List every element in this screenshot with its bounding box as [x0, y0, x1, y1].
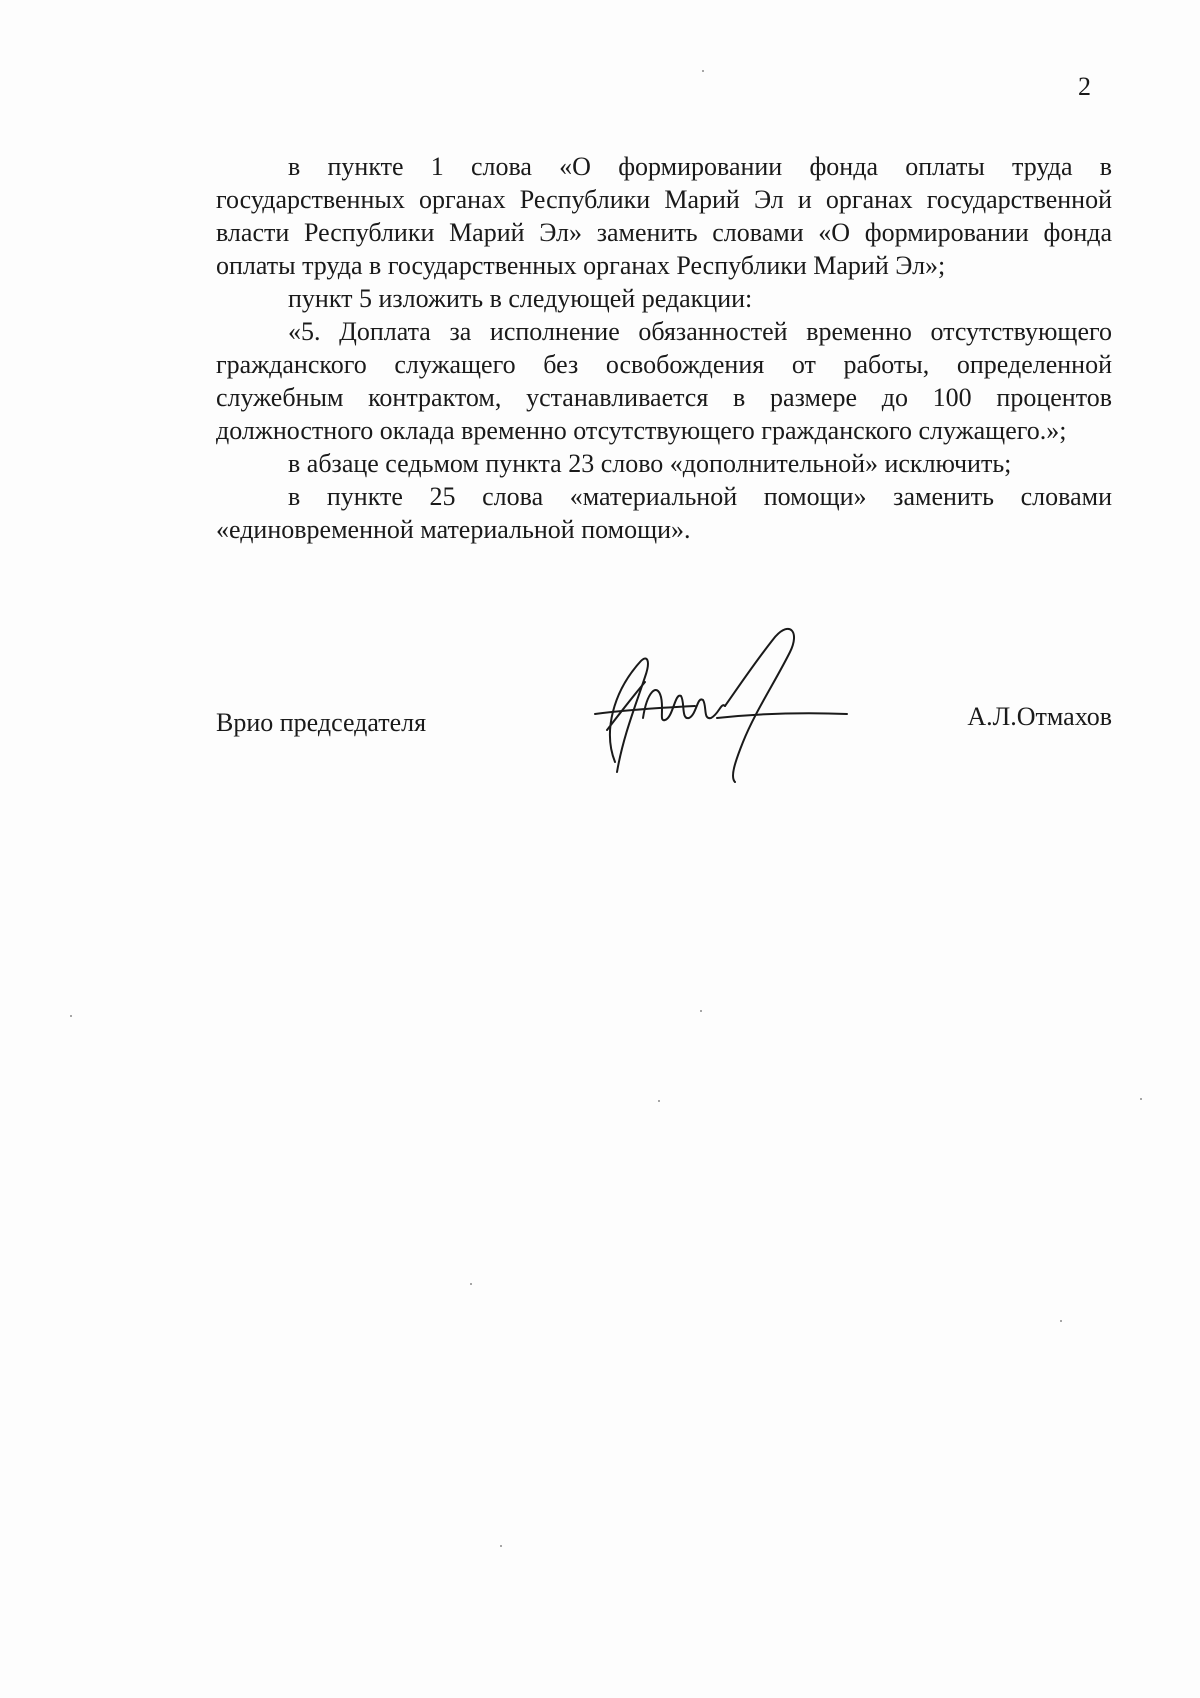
page-number: 2 [1078, 72, 1091, 101]
paragraph-1: в пункте 1 слова «О формировании фонда оплаты труда в государственных органах Республики Марий Эл и органах государственной власти Республики Марий Эл» заменить словами «О формировании фонда оплаты труда в государственных органах Республики Марий Эл»; [216, 152, 1112, 280]
scan-speck [500, 1545, 502, 1547]
signature-block [216, 700, 1112, 740]
scan-speck [702, 70, 704, 72]
scan-speck [1140, 1098, 1142, 1100]
paragraph-5: в пункте 25 слова «материальной помощи» заменить словами «единовременной материальной помощи». [216, 482, 1112, 544]
scan-speck [470, 1283, 472, 1285]
scan-speck [658, 1100, 660, 1102]
scan-speck [1060, 1320, 1062, 1322]
paragraph-3: «5. Доплата за исполнение обязанностей временно отсутствующего гражданского служащего без освобождения от работы, определенной служебным контрактом, устанавливается в размере до 100 процентов должностного оклада временно отсутствующего гражданского служащего.»; [216, 317, 1112, 445]
paragraph-2: пункт 5 изложить в следующей редакции: [288, 284, 753, 313]
document-body [216, 150, 1112, 546]
scan-speck [700, 1010, 702, 1012]
signatory-title: Врио председателя [216, 708, 427, 737]
scan-speck [70, 1015, 72, 1017]
signatory-name: А.Л.Отмахов [967, 702, 1112, 731]
paragraph-4: в абзаце седьмом пункта 23 слово «дополнительной» исключить; [288, 449, 1012, 478]
